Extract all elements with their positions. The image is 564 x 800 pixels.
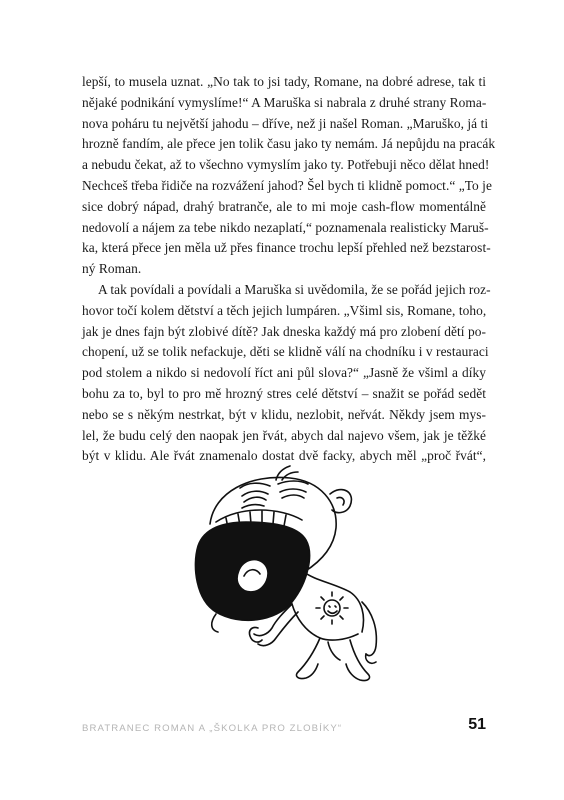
text-line: hovor točí kolem dětství a těch jejich lumpáren. „Všiml sis, Romane, toho, xyxy=(82,302,487,318)
text-line: A tak povídali a povídali a Maruška si uvědomila, že se pořád jejich roz- xyxy=(98,281,491,297)
text-line: Nechceš třeba řidiče na rozvážení jahod? Šel bych ti klidně pomoct.“ „To je xyxy=(82,177,492,193)
text-line: ný Roman. xyxy=(82,261,142,277)
text-line: jak je dnes fajn být zlobivé dítě? Jak dneska každý má pro zlobení dětí po- xyxy=(82,323,486,339)
text-line: být v klidu. Ale řvát znamenalo dostat dvě facky, abych měl „proč řvát“, xyxy=(82,448,486,464)
text-line: pod stolem a nikdo si nedovolí říct ani půl slova?“ „Jasně že všiml a díky xyxy=(82,365,486,381)
text-line: lel, že budu celý den naopak jen řvát, abych dal najevo všem, jak je těžké xyxy=(82,427,486,443)
text-line: chopení, už se tolik nefackuje, děti se klidně válí na chodníku i v restauraci xyxy=(82,344,489,360)
text-line: sice dobrý nápad, drahý bratranče, ale to mi moje cash-flow momentálně xyxy=(82,198,486,214)
body-text xyxy=(82,72,496,467)
text-line: hrozně fandím, ale přece jen tolik času jako ty nemám. Já nepůjdu na pracák xyxy=(82,136,496,152)
text-line: nedovolí a nájem za tebe nikdo nezaplatí,“ poznamenala realisticky Maruš- xyxy=(82,219,489,235)
text-line: bohu za to, byl to pro mě hrozný stres celé dětství – snažit se pořád sedět xyxy=(82,385,486,401)
text-line: nějaké podnikání vymyslíme!“ A Maruška si nabrala z druhé strany Roma- xyxy=(82,94,487,110)
text-line: lepší, to musela uznat. „No tak to jsi tady, Romane, na dobré adrese, tak ti xyxy=(82,74,486,89)
page-number: 51 xyxy=(468,716,486,733)
text-line: a nebudu čekat, až to všechno vymyslím jako ty. Potřebuji něco dělat hned! xyxy=(82,157,490,173)
text-line: nebo se s někým nestrkat, být v klidu, nezlobit, neřvát. Někdy jsem mys- xyxy=(82,406,486,422)
text-line: ka, která přece jen měla už přes finance trochu lepší přehled než bezstarost- xyxy=(82,240,491,256)
running-title: BRATRANEC ROMAN A „ŠKOLKA PRO ZLOBÍKY“ xyxy=(82,723,343,734)
screaming-child-illustration xyxy=(180,462,390,684)
text-line: nova poháru tu největší jahodu – dříve, než ji našel Roman. „Maruško, já ti xyxy=(82,115,489,131)
